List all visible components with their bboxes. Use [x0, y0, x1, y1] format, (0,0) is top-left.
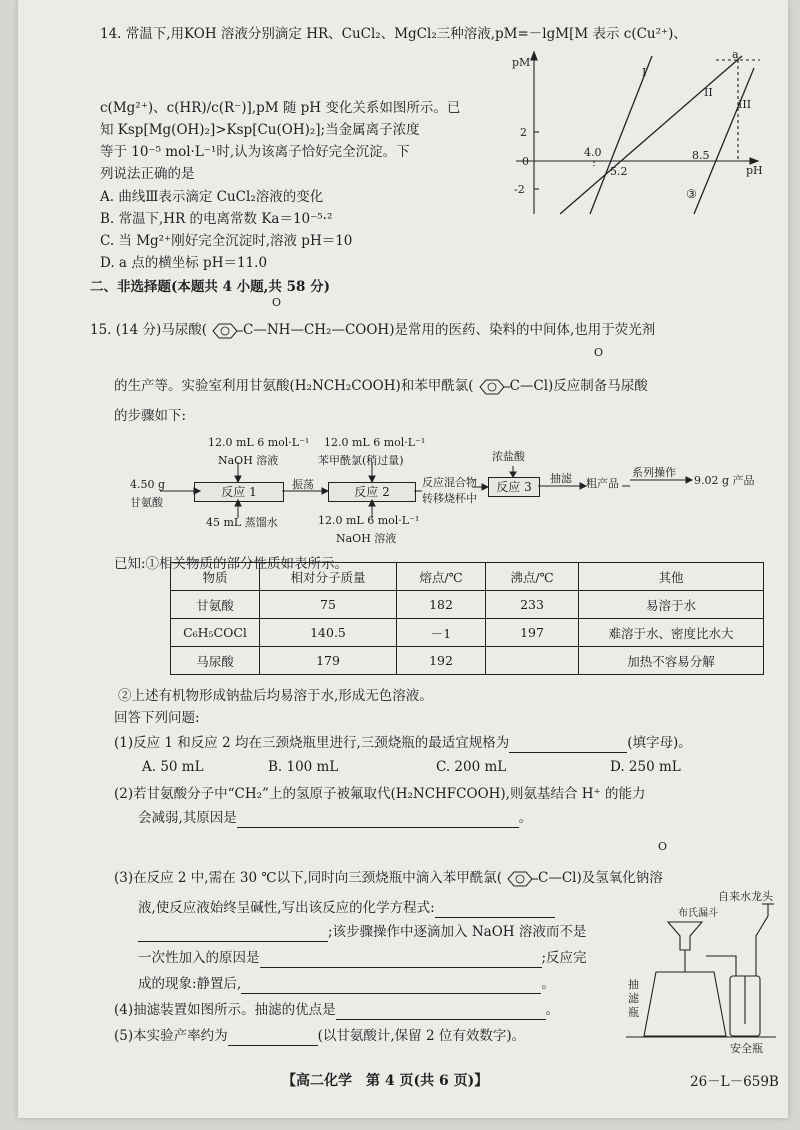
table-cell: 加热不容易分解 [579, 647, 764, 675]
table-header: 沸点/℃ [486, 563, 579, 591]
answer-blank[interactable] [260, 953, 542, 968]
table-cell [486, 647, 579, 675]
table-cell: 易溶于水 [579, 591, 764, 619]
answer-prompt: 回答下列问题: [114, 710, 200, 726]
table-cell: 甘氨酸 [171, 591, 260, 619]
curve-label: I [642, 66, 647, 79]
table-header: 熔点/℃ [397, 563, 486, 591]
part-1-option-d: D. 250 mL [610, 759, 681, 775]
answer-blank[interactable] [138, 927, 328, 942]
table-header: 物质 [171, 563, 260, 591]
part-1-option-a: A. 50 mL [142, 759, 204, 775]
section-heading: 二、非选择题(本题共 4 小题,共 58 分) [90, 279, 330, 295]
x-axis-label: pH [746, 164, 763, 177]
q14-option-c: C. 当 Mg²⁺刚好完全沉淀时,溶液 pH＝10 [100, 233, 353, 249]
y-tick: -2 [514, 183, 525, 196]
y-axis-label: pM [512, 56, 531, 69]
part-1-option-b: B. 100 mL [268, 759, 339, 775]
table-cell: 马尿酸 [171, 647, 260, 675]
part-1: (1)反应 1 和反应 2 均在三颈烧瓶里进行,三颈烧瓶的最适宜规格为 (填字母)。 [114, 735, 692, 751]
flow-box-reaction3: 反应 3 [488, 477, 540, 497]
known-note: 已知:①相关物质的部分性质如表所示。 [114, 556, 349, 572]
part-3-line3: ;该步骤操作中逐滴加入 NaOH 溶液而不是 [138, 922, 586, 942]
flow-benzoyl: 苯甲酰氯(稍过量) [318, 454, 404, 467]
flow-box-reaction1: 反应 1 [194, 482, 284, 502]
q14-line5: 列说法正确的是 [100, 166, 195, 182]
benzene-ring-icon [474, 378, 510, 396]
carbonyl-oxygen: O [658, 840, 668, 853]
filter-flask [644, 972, 726, 1036]
table-row [171, 647, 764, 675]
safety-bottle-label: 安全瓶 [730, 1042, 763, 1055]
x-tick: 8.5 [692, 149, 710, 162]
part-3-line1: (3)在反应 2 中,需在 30 ℃以下,同时向三颈烧瓶中滴入苯甲酰氯( C—Cl)及氢氧化钠溶 [114, 870, 663, 886]
curve-label: III [738, 98, 752, 111]
answer-blank[interactable] [241, 979, 541, 994]
table-header: 其他 [579, 563, 764, 591]
flow-naoh-top: 12.0 mL 6 mol·L⁻¹ [208, 436, 310, 449]
y-tick: 0 [522, 155, 529, 168]
flow-naoh-bottom: 12.0 mL 6 mol·L⁻¹ [318, 514, 420, 527]
y-tick: 2 [520, 126, 527, 139]
carbonyl-oxygen: O [272, 296, 282, 309]
flow-crude: 粗产品 [586, 477, 619, 490]
flask-label: 抽 [628, 978, 639, 991]
part-2-line1: (2)若甘氨酸分子中“CH₂”上的氢原子被氟取代(H₂NCHFCOOH),则氨基结合 H⁺ 的能力 [114, 786, 646, 802]
filtration-apparatus [626, 896, 778, 1044]
part-3-line2: 液,使反应液始终呈碱性,写出该反应的化学方程式: [138, 898, 555, 918]
table-row [171, 619, 764, 647]
flow-hcl: 浓盐酸 [492, 450, 525, 463]
table-cell: 140.5 [260, 619, 397, 647]
table-cell: －1 [397, 619, 486, 647]
q15-line2: 的生产等。实验室利用甘氨酸(H₂NCH₂COOH)和苯甲酰氯( C—Cl)反应制备马尿酸 [114, 378, 648, 394]
buchner-funnel [668, 922, 702, 950]
flow-naoh-top: NaOH 溶液 [218, 454, 279, 467]
q14-line3: 知 Ksp[Mg(OH)₂]>Ksp[Cu(OH)₂];当金属离子浓度 [100, 122, 420, 138]
page-footer: 【高二化学 第 4 页(共 6 页)】 [282, 1073, 489, 1089]
curve-ii [560, 56, 742, 214]
table-cell: 192 [397, 647, 486, 675]
part-1-option-c: C. 200 mL [436, 759, 507, 775]
answer-blank[interactable] [509, 738, 627, 753]
q14-option-a: A. 曲线Ⅲ表示滴定 CuCl₂溶液的变化 [100, 189, 324, 205]
benzene-ring-icon [502, 870, 538, 888]
table-header: 相对分子质量 [260, 563, 397, 591]
flow-box-reaction2: 反应 2 [328, 482, 416, 502]
table-cell: 难溶于水、密度比水大 [579, 619, 764, 647]
exam-page [18, 0, 788, 1118]
q14-line2: c(Mg²⁺)、c(HR)/c(R⁻)],pM 随 pH 变化关系如图所示。已 [100, 100, 461, 116]
tap-label: 自来水龙头 [718, 890, 773, 903]
q14-line4: 等于 10⁻⁵ mol·L⁻¹时,认为该离子恰好完全沉淀。下 [100, 144, 410, 160]
flow-arrows [118, 462, 718, 522]
table-cell: 179 [260, 647, 397, 675]
table-header-row [171, 563, 764, 591]
flask-label: 滤 [628, 992, 639, 1005]
flow-filter: 抽滤 [550, 472, 572, 485]
properties-table [170, 562, 764, 675]
carbonyl-oxygen: O [594, 346, 604, 359]
part-5: (5)本实验产率约为 (以甘氨酸计,保留 2 位有效数字)。 [114, 1028, 526, 1044]
note-2: ②上述有机物形成钠盐后均易溶于水,形成无色溶液。 [118, 688, 433, 704]
table-row [171, 591, 764, 619]
q14-option-b: B. 常温下,HR 的电离常数 Ka＝10⁻⁵·² [100, 211, 333, 227]
table-cell: 233 [486, 591, 579, 619]
flow-start: 4.50 g [130, 478, 166, 491]
q14-line1: 14. 常温下,用KOH 溶液分别滴定 HR、CuCl₂、MgCl₂三种溶液,pM=－lgM[M 表示 c(Cu²⁺)、 [100, 26, 687, 42]
part-3-line5: 成的现象:静置后, 。 [138, 976, 555, 992]
table-cell: 197 [486, 619, 579, 647]
exam-code: 26－L－659B [690, 1074, 779, 1090]
curve-i [590, 56, 652, 214]
table-cell: 182 [397, 591, 486, 619]
pm-ph-graph [506, 48, 768, 218]
point-label: a [732, 48, 739, 61]
table-cell: C₆H₅COCl [171, 619, 260, 647]
flow-shake: 振荡 [292, 478, 314, 491]
flow-water: 45 mL 蒸馏水 [206, 516, 278, 529]
x-tick: 5.2 [610, 165, 628, 178]
flow-transfer: 反应混合物 [422, 476, 477, 489]
flow-transfer: 转移烧杯中 [422, 492, 477, 505]
curve-label: ③ [686, 187, 697, 201]
q15-line3: 的步骤如下: [114, 408, 187, 424]
answer-blank[interactable] [336, 1005, 546, 1020]
part-2-line2: 会减弱,其原因是 。 [138, 810, 533, 826]
answer-blank[interactable] [435, 903, 555, 918]
q15-line1: 15. (14 分)马尿酸( C—NH—CH₂—COOH)是常用的医药、染料的中间体,也用于荧光剂 [90, 322, 656, 338]
q14-option-d: D. a 点的横坐标 pH＝11.0 [100, 255, 268, 271]
table-cell: 75 [260, 591, 397, 619]
answer-blank[interactable] [237, 813, 519, 828]
flow-series: 系列操作 [632, 466, 676, 479]
curve-label: II [704, 86, 713, 99]
flow-benzoyl: 12.0 mL 6 mol·L⁻¹ [324, 436, 426, 449]
funnel-label: 布氏漏斗 [678, 908, 718, 919]
x-tick: 4.0 [584, 146, 602, 159]
flow-start: 甘氨酸 [130, 496, 163, 509]
answer-blank[interactable] [228, 1031, 318, 1046]
benzene-ring-icon [207, 322, 243, 340]
flow-product: 9.02 g 产品 [694, 474, 755, 487]
part-4: (4)抽滤装置如图所示。抽滤的优点是 。 [114, 1002, 560, 1018]
part-3-line4: 一次性加入的原因是 ;反应完 [138, 950, 587, 966]
flow-naoh-bottom: NaOH 溶液 [336, 532, 397, 545]
flask-label: 瓶 [628, 1006, 639, 1019]
